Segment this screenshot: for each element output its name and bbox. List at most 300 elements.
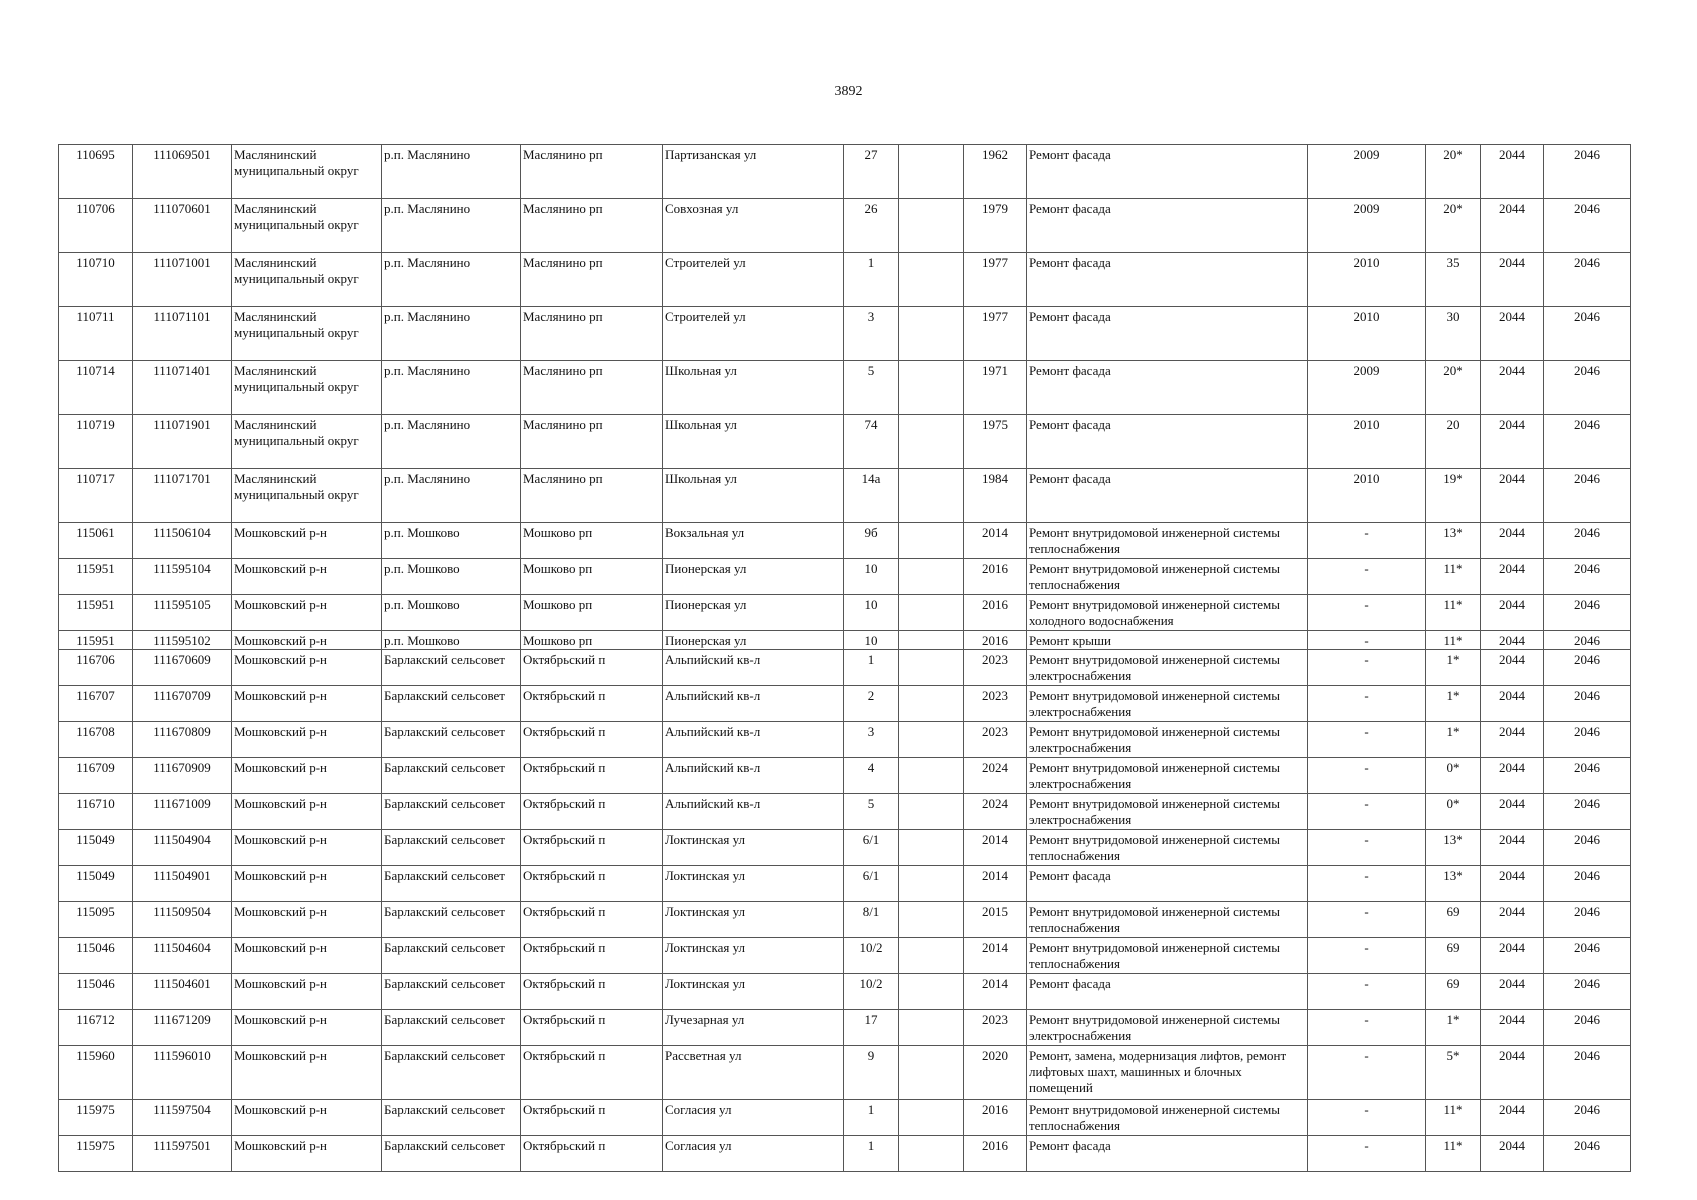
table-row (59, 415, 1631, 469)
cell-building (899, 631, 964, 650)
cell-work-id: 111596010 (133, 1046, 232, 1100)
cell-municipality: Мошковский р-н (232, 794, 382, 830)
cell-work-id: 111595105 (133, 595, 232, 631)
cell-work-type: Ремонт, замена, модернизация лифтов, ремонт лифтовых шахт, машинных и блочных помещений (1027, 1046, 1308, 1100)
cell-last-repair-year: 2010 (1308, 253, 1426, 307)
cell-street: Пионерская ул (663, 595, 844, 631)
cell-municipality: Мошковский р-н (232, 1010, 382, 1046)
cell-record-id: 116709 (59, 758, 133, 794)
cell-building (899, 145, 964, 199)
cell-street: Школьная ул (663, 361, 844, 415)
table-row (59, 595, 1631, 631)
cell-work-type: Ремонт внутридомовой инженерной системы электроснабжения (1027, 1010, 1308, 1046)
cell-last-repair-year: - (1308, 595, 1426, 631)
cell-plan-start: 2044 (1481, 1010, 1544, 1046)
cell-building (899, 307, 964, 361)
table-row (59, 559, 1631, 595)
cell-building (899, 794, 964, 830)
cell-building (899, 199, 964, 253)
cell-last-repair-year: - (1308, 974, 1426, 1010)
cell-last-repair-year: - (1308, 758, 1426, 794)
cell-work-id: 111070601 (133, 199, 232, 253)
cell-settlement: р.п. Мошково (382, 559, 521, 595)
cell-work-id: 111069501 (133, 145, 232, 199)
cell-house-number: 3 (844, 722, 899, 758)
cell-locality: Маслянино рп (521, 361, 663, 415)
cell-wear: 20* (1426, 145, 1481, 199)
cell-last-repair-year: 2009 (1308, 145, 1426, 199)
cell-settlement: Барлакский сельсовет (382, 722, 521, 758)
cell-record-id: 115049 (59, 866, 133, 902)
cell-wear: 20 (1426, 415, 1481, 469)
cell-work-type: Ремонт внутридомовой инженерной системы электроснабжения (1027, 794, 1308, 830)
cell-year-built: 2016 (964, 559, 1027, 595)
cell-last-repair-year: - (1308, 1010, 1426, 1046)
cell-year-built: 2016 (964, 1100, 1027, 1136)
cell-plan-start: 2044 (1481, 866, 1544, 902)
table-row (59, 902, 1631, 938)
cell-plan-end: 2046 (1544, 722, 1631, 758)
cell-plan-end: 2046 (1544, 595, 1631, 631)
cell-plan-start: 2044 (1481, 361, 1544, 415)
cell-municipality: Мошковский р-н (232, 1046, 382, 1100)
cell-work-type: Ремонт фасада (1027, 307, 1308, 361)
cell-settlement: р.п. Мошково (382, 595, 521, 631)
cell-house-number: 5 (844, 361, 899, 415)
cell-house-number: 10 (844, 559, 899, 595)
cell-record-id: 110695 (59, 145, 133, 199)
table-row (59, 758, 1631, 794)
cell-plan-end: 2046 (1544, 307, 1631, 361)
cell-plan-end: 2046 (1544, 559, 1631, 595)
cell-street: Пионерская ул (663, 559, 844, 595)
table-row (59, 199, 1631, 253)
cell-street: Партизанская ул (663, 145, 844, 199)
cell-record-id: 115951 (59, 559, 133, 595)
cell-work-type: Ремонт внутридомовой инженерной системы теплоснабжения (1027, 830, 1308, 866)
table-row (59, 650, 1631, 686)
cell-settlement: Барлакский сельсовет (382, 1100, 521, 1136)
cell-locality: Октябрьский п (521, 830, 663, 866)
cell-house-number: 14а (844, 469, 899, 523)
cell-plan-end: 2046 (1544, 866, 1631, 902)
cell-year-built: 1984 (964, 469, 1027, 523)
cell-work-type: Ремонт фасада (1027, 469, 1308, 523)
cell-house-number: 5 (844, 794, 899, 830)
cell-street: Рассветная ул (663, 1046, 844, 1100)
cell-wear: 35 (1426, 253, 1481, 307)
cell-municipality: Маслянинский муниципальный округ (232, 307, 382, 361)
cell-house-number: 10/2 (844, 938, 899, 974)
cell-locality: Октябрьский п (521, 902, 663, 938)
cell-record-id: 115960 (59, 1046, 133, 1100)
cell-settlement: Барлакский сельсовет (382, 794, 521, 830)
cell-building (899, 902, 964, 938)
cell-street: Локтинская ул (663, 938, 844, 974)
cell-settlement: Барлакский сельсовет (382, 1046, 521, 1100)
cell-house-number: 1 (844, 1100, 899, 1136)
cell-house-number: 10 (844, 631, 899, 650)
cell-plan-end: 2046 (1544, 253, 1631, 307)
cell-plan-start: 2044 (1481, 523, 1544, 559)
cell-building (899, 830, 964, 866)
cell-building (899, 686, 964, 722)
cell-wear: 1* (1426, 650, 1481, 686)
cell-locality: Октябрьский п (521, 1100, 663, 1136)
cell-house-number: 27 (844, 145, 899, 199)
cell-municipality: Маслянинский муниципальный округ (232, 415, 382, 469)
cell-locality: Октябрьский п (521, 1010, 663, 1046)
cell-work-id: 111504901 (133, 866, 232, 902)
cell-building (899, 361, 964, 415)
cell-work-type: Ремонт фасада (1027, 145, 1308, 199)
cell-plan-end: 2046 (1544, 631, 1631, 650)
cell-building (899, 1100, 964, 1136)
cell-plan-end: 2046 (1544, 650, 1631, 686)
cell-work-type: Ремонт внутридомовой инженерной системы теплоснабжения (1027, 1100, 1308, 1136)
cell-last-repair-year: - (1308, 1136, 1426, 1172)
capital-repair-table (58, 144, 1631, 1172)
cell-plan-start: 2044 (1481, 595, 1544, 631)
cell-municipality: Мошковский р-н (232, 902, 382, 938)
cell-record-id: 115061 (59, 523, 133, 559)
cell-street: Пионерская ул (663, 631, 844, 650)
cell-work-type: Ремонт фасада (1027, 361, 1308, 415)
cell-work-id: 111670909 (133, 758, 232, 794)
cell-work-id: 111595104 (133, 559, 232, 595)
cell-locality: Маслянино рп (521, 199, 663, 253)
cell-year-built: 2024 (964, 758, 1027, 794)
cell-work-type: Ремонт внутридомовой инженерной системы холодного водоснабжения (1027, 595, 1308, 631)
table-row (59, 1010, 1631, 1046)
cell-last-repair-year: - (1308, 650, 1426, 686)
cell-record-id: 115975 (59, 1136, 133, 1172)
cell-locality: Октябрьский п (521, 938, 663, 974)
cell-last-repair-year: 2009 (1308, 199, 1426, 253)
cell-plan-start: 2044 (1481, 1100, 1544, 1136)
cell-plan-start: 2044 (1481, 307, 1544, 361)
cell-house-number: 1 (844, 253, 899, 307)
cell-building (899, 1136, 964, 1172)
cell-building (899, 938, 964, 974)
cell-settlement: Барлакский сельсовет (382, 1010, 521, 1046)
table-row (59, 523, 1631, 559)
cell-last-repair-year: - (1308, 686, 1426, 722)
cell-settlement: р.п. Маслянино (382, 145, 521, 199)
cell-municipality: Маслянинский муниципальный округ (232, 469, 382, 523)
cell-building (899, 722, 964, 758)
cell-record-id: 115951 (59, 631, 133, 650)
cell-plan-end: 2046 (1544, 469, 1631, 523)
cell-record-id: 115095 (59, 902, 133, 938)
cell-work-type: Ремонт внутридомовой инженерной системы теплоснабжения (1027, 523, 1308, 559)
cell-plan-start: 2044 (1481, 415, 1544, 469)
cell-last-repair-year: 2010 (1308, 307, 1426, 361)
table-row (59, 145, 1631, 199)
cell-record-id: 115046 (59, 974, 133, 1010)
cell-work-type: Ремонт фасада (1027, 866, 1308, 902)
cell-year-built: 1977 (964, 307, 1027, 361)
cell-work-type: Ремонт фасада (1027, 1136, 1308, 1172)
cell-locality: Маслянино рп (521, 415, 663, 469)
cell-year-built: 2024 (964, 794, 1027, 830)
cell-municipality: Мошковский р-н (232, 595, 382, 631)
cell-municipality: Мошковский р-н (232, 830, 382, 866)
cell-settlement: р.п. Маслянино (382, 361, 521, 415)
cell-last-repair-year: - (1308, 559, 1426, 595)
cell-municipality: Мошковский р-н (232, 631, 382, 650)
cell-wear: 69 (1426, 974, 1481, 1010)
cell-record-id: 116706 (59, 650, 133, 686)
cell-plan-start: 2044 (1481, 902, 1544, 938)
cell-locality: Октябрьский п (521, 1136, 663, 1172)
cell-municipality: Мошковский р-н (232, 938, 382, 974)
cell-plan-end: 2046 (1544, 145, 1631, 199)
cell-year-built: 2023 (964, 1010, 1027, 1046)
cell-house-number: 26 (844, 199, 899, 253)
cell-wear: 69 (1426, 938, 1481, 974)
cell-plan-end: 2046 (1544, 974, 1631, 1010)
cell-work-id: 111071401 (133, 361, 232, 415)
cell-locality: Октябрьский п (521, 722, 663, 758)
cell-plan-end: 2046 (1544, 199, 1631, 253)
cell-work-id: 111504601 (133, 974, 232, 1010)
cell-work-id: 111670709 (133, 686, 232, 722)
cell-work-id: 111071901 (133, 415, 232, 469)
table-row (59, 686, 1631, 722)
cell-locality: Маслянино рп (521, 253, 663, 307)
cell-wear: 11* (1426, 595, 1481, 631)
cell-plan-end: 2046 (1544, 686, 1631, 722)
cell-locality: Октябрьский п (521, 758, 663, 794)
cell-wear: 69 (1426, 902, 1481, 938)
cell-plan-end: 2046 (1544, 1136, 1631, 1172)
cell-work-id: 111597504 (133, 1100, 232, 1136)
cell-house-number: 17 (844, 1010, 899, 1046)
cell-record-id: 115049 (59, 830, 133, 866)
cell-municipality: Мошковский р-н (232, 758, 382, 794)
cell-work-type: Ремонт фасада (1027, 199, 1308, 253)
cell-plan-start: 2044 (1481, 758, 1544, 794)
cell-plan-start: 2044 (1481, 974, 1544, 1010)
cell-year-built: 1962 (964, 145, 1027, 199)
table-row (59, 866, 1631, 902)
cell-settlement: Барлакский сельсовет (382, 758, 521, 794)
cell-building (899, 1010, 964, 1046)
cell-wear: 0* (1426, 758, 1481, 794)
cell-work-id: 111595102 (133, 631, 232, 650)
cell-year-built: 1979 (964, 199, 1027, 253)
cell-street: Альпийский кв-л (663, 758, 844, 794)
cell-building (899, 866, 964, 902)
cell-last-repair-year: 2009 (1308, 361, 1426, 415)
cell-house-number: 8/1 (844, 902, 899, 938)
cell-locality: Октябрьский п (521, 1046, 663, 1100)
cell-plan-end: 2046 (1544, 794, 1631, 830)
table-row (59, 469, 1631, 523)
table-row (59, 1100, 1631, 1136)
cell-building (899, 1046, 964, 1100)
cell-municipality: Мошковский р-н (232, 722, 382, 758)
table-row (59, 1136, 1631, 1172)
cell-wear: 1* (1426, 686, 1481, 722)
cell-wear: 19* (1426, 469, 1481, 523)
cell-last-repair-year: - (1308, 830, 1426, 866)
cell-plan-end: 2046 (1544, 902, 1631, 938)
cell-municipality: Мошковский р-н (232, 974, 382, 1010)
cell-work-type: Ремонт внутридомовой инженерной системы электроснабжения (1027, 686, 1308, 722)
cell-street: Альпийский кв-л (663, 722, 844, 758)
cell-locality: Октябрьский п (521, 794, 663, 830)
cell-plan-start: 2044 (1481, 686, 1544, 722)
cell-plan-start: 2044 (1481, 722, 1544, 758)
table-row (59, 307, 1631, 361)
cell-settlement: Барлакский сельсовет (382, 686, 521, 722)
cell-settlement: Барлакский сельсовет (382, 1136, 521, 1172)
cell-record-id: 110710 (59, 253, 133, 307)
cell-work-type: Ремонт внутридомовой инженерной системы теплоснабжения (1027, 559, 1308, 595)
cell-street: Альпийский кв-л (663, 650, 844, 686)
cell-house-number: 9б (844, 523, 899, 559)
cell-street: Согласия ул (663, 1136, 844, 1172)
cell-year-built: 2014 (964, 866, 1027, 902)
cell-locality: Октябрьский п (521, 866, 663, 902)
cell-settlement: р.п. Маслянино (382, 469, 521, 523)
cell-house-number: 74 (844, 415, 899, 469)
cell-year-built: 1977 (964, 253, 1027, 307)
cell-street: Школьная ул (663, 415, 844, 469)
table-row (59, 830, 1631, 866)
cell-year-built: 2023 (964, 722, 1027, 758)
cell-wear: 20* (1426, 199, 1481, 253)
cell-street: Согласия ул (663, 1100, 844, 1136)
cell-house-number: 1 (844, 650, 899, 686)
cell-street: Школьная ул (663, 469, 844, 523)
cell-work-type: Ремонт фасада (1027, 253, 1308, 307)
cell-year-built: 2023 (964, 686, 1027, 722)
cell-wear: 5* (1426, 1046, 1481, 1100)
cell-year-built: 1971 (964, 361, 1027, 415)
cell-street: Вокзальная ул (663, 523, 844, 559)
cell-work-id: 111504604 (133, 938, 232, 974)
table-body (59, 145, 1631, 1172)
cell-work-type: Ремонт фасада (1027, 974, 1308, 1010)
cell-last-repair-year: - (1308, 902, 1426, 938)
cell-settlement: р.п. Мошково (382, 631, 521, 650)
cell-plan-start: 2044 (1481, 794, 1544, 830)
cell-record-id: 110719 (59, 415, 133, 469)
cell-year-built: 2020 (964, 1046, 1027, 1100)
cell-record-id: 116708 (59, 722, 133, 758)
cell-work-type: Ремонт фасада (1027, 415, 1308, 469)
cell-record-id: 110706 (59, 199, 133, 253)
cell-year-built: 2023 (964, 650, 1027, 686)
cell-record-id: 115951 (59, 595, 133, 631)
cell-street: Локтинская ул (663, 974, 844, 1010)
cell-work-id: 111504904 (133, 830, 232, 866)
cell-settlement: Барлакский сельсовет (382, 974, 521, 1010)
table-row (59, 1046, 1631, 1100)
cell-settlement: Барлакский сельсовет (382, 938, 521, 974)
cell-locality: Маслянино рп (521, 145, 663, 199)
cell-wear: 13* (1426, 830, 1481, 866)
cell-settlement: Барлакский сельсовет (382, 650, 521, 686)
cell-work-type: Ремонт внутридомовой инженерной системы электроснабжения (1027, 722, 1308, 758)
cell-settlement: р.п. Маслянино (382, 307, 521, 361)
cell-locality: Маслянино рп (521, 469, 663, 523)
cell-settlement: р.п. Маслянино (382, 199, 521, 253)
cell-plan-end: 2046 (1544, 1100, 1631, 1136)
cell-work-id: 111671209 (133, 1010, 232, 1046)
cell-year-built: 2016 (964, 631, 1027, 650)
cell-work-id: 111506104 (133, 523, 232, 559)
cell-street: Строителей ул (663, 307, 844, 361)
cell-last-repair-year: - (1308, 866, 1426, 902)
cell-building (899, 559, 964, 595)
cell-locality: Маслянино рп (521, 307, 663, 361)
cell-wear: 11* (1426, 1100, 1481, 1136)
cell-year-built: 2016 (964, 595, 1027, 631)
cell-wear: 20* (1426, 361, 1481, 415)
cell-last-repair-year: - (1308, 631, 1426, 650)
page-number: 3892 (834, 84, 863, 99)
cell-year-built: 2014 (964, 938, 1027, 974)
cell-municipality: Мошковский р-н (232, 686, 382, 722)
cell-work-type: Ремонт внутридомовой инженерной системы теплоснабжения (1027, 902, 1308, 938)
cell-municipality: Мошковский р-н (232, 523, 382, 559)
table-row (59, 361, 1631, 415)
cell-municipality: Мошковский р-н (232, 1136, 382, 1172)
cell-wear: 13* (1426, 523, 1481, 559)
cell-wear: 11* (1426, 559, 1481, 595)
table-row (59, 794, 1631, 830)
cell-last-repair-year: - (1308, 1100, 1426, 1136)
cell-house-number: 10/2 (844, 974, 899, 1010)
cell-locality: Мошково рп (521, 559, 663, 595)
cell-record-id: 116710 (59, 794, 133, 830)
cell-last-repair-year: 2010 (1308, 415, 1426, 469)
cell-work-type: Ремонт внутридомовой инженерной системы электроснабжения (1027, 650, 1308, 686)
cell-work-id: 111670809 (133, 722, 232, 758)
cell-house-number: 6/1 (844, 866, 899, 902)
cell-work-type: Ремонт внутридомовой инженерной системы теплоснабжения (1027, 938, 1308, 974)
cell-settlement: Барлакский сельсовет (382, 830, 521, 866)
cell-plan-end: 2046 (1544, 1046, 1631, 1100)
cell-plan-end: 2046 (1544, 523, 1631, 559)
cell-plan-end: 2046 (1544, 1010, 1631, 1046)
cell-last-repair-year: - (1308, 523, 1426, 559)
cell-plan-end: 2046 (1544, 361, 1631, 415)
cell-street: Локтинская ул (663, 830, 844, 866)
cell-plan-end: 2046 (1544, 938, 1631, 974)
cell-record-id: 115046 (59, 938, 133, 974)
cell-last-repair-year: - (1308, 1046, 1426, 1100)
table-row (59, 631, 1631, 650)
cell-street: Альпийский кв-л (663, 686, 844, 722)
cell-street: Локтинская ул (663, 866, 844, 902)
cell-work-type: Ремонт крыши (1027, 631, 1308, 650)
cell-wear: 1* (1426, 722, 1481, 758)
cell-record-id: 115975 (59, 1100, 133, 1136)
cell-house-number: 2 (844, 686, 899, 722)
cell-last-repair-year: - (1308, 938, 1426, 974)
cell-municipality: Маслянинский муниципальный округ (232, 145, 382, 199)
cell-municipality: Мошковский р-н (232, 1100, 382, 1136)
cell-work-id: 111597501 (133, 1136, 232, 1172)
cell-street: Лучезарная ул (663, 1010, 844, 1046)
cell-plan-start: 2044 (1481, 469, 1544, 523)
cell-house-number: 10 (844, 595, 899, 631)
